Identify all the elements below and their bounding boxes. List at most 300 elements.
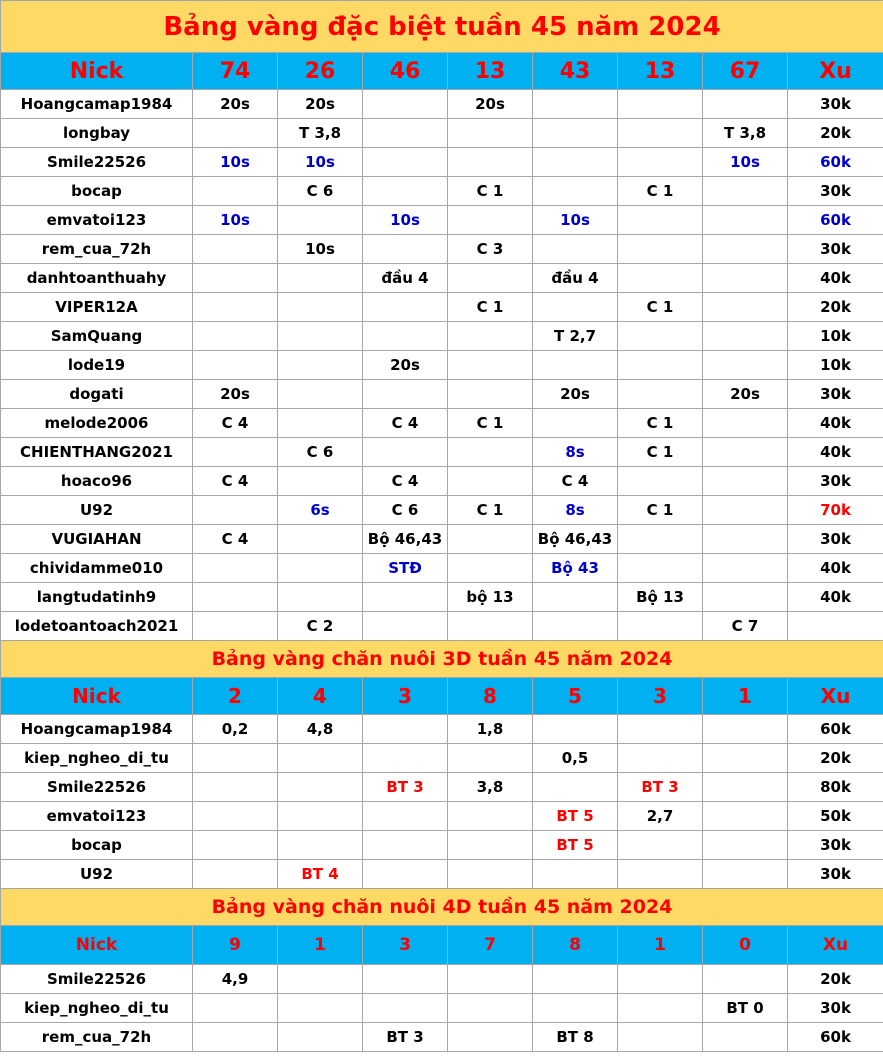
bet-cell xyxy=(193,322,278,351)
bet-cell xyxy=(618,612,703,641)
nick-cell: Smile22526 xyxy=(1,148,193,177)
bet-cell xyxy=(448,380,533,409)
bet-cell: 10s xyxy=(193,206,278,235)
header-number: 74 xyxy=(193,53,278,90)
bet-cell: 4,8 xyxy=(278,715,363,744)
bet-cell xyxy=(533,148,618,177)
nick-cell: Smile22526 xyxy=(1,965,193,994)
header-number: 1 xyxy=(703,678,788,715)
bet-cell xyxy=(703,773,788,802)
table-row xyxy=(1,322,883,351)
bet-cell xyxy=(193,554,278,583)
bet-cell: 20s xyxy=(533,380,618,409)
bet-cell xyxy=(703,554,788,583)
bet-cell: BT 5 xyxy=(533,831,618,860)
bet-cell: BT 0 xyxy=(703,994,788,1023)
bet-cell xyxy=(533,90,618,119)
bet-cell xyxy=(193,1023,278,1052)
xu-cell: 20k xyxy=(788,293,883,322)
bet-cell xyxy=(448,525,533,554)
bet-cell xyxy=(448,264,533,293)
bet-cell xyxy=(533,860,618,889)
nick-cell: emvatoi123 xyxy=(1,802,193,831)
xu-cell: 10k xyxy=(788,351,883,380)
nick-cell: lode19 xyxy=(1,351,193,380)
xu-cell: 30k xyxy=(788,380,883,409)
bet-cell xyxy=(278,380,363,409)
bet-cell xyxy=(448,831,533,860)
bet-cell: bộ 13 xyxy=(448,583,533,612)
bet-cell xyxy=(703,235,788,264)
xu-cell: 60k xyxy=(788,715,883,744)
nick-cell: rem_cua_72h xyxy=(1,235,193,264)
bet-cell xyxy=(278,525,363,554)
xu-cell: 70k xyxy=(788,496,883,525)
bet-cell xyxy=(703,322,788,351)
table-row xyxy=(1,1023,883,1052)
bet-cell: 2,7 xyxy=(618,802,703,831)
bet-cell: C 1 xyxy=(618,409,703,438)
bet-cell xyxy=(448,206,533,235)
bet-cell xyxy=(618,965,703,994)
bet-cell: C 2 xyxy=(278,612,363,641)
bet-cell xyxy=(703,177,788,206)
header-number: 9 xyxy=(193,926,278,965)
header-nick: Nick xyxy=(1,678,193,715)
bet-cell xyxy=(448,467,533,496)
xu-cell: 30k xyxy=(788,831,883,860)
bet-cell xyxy=(618,148,703,177)
bet-cell xyxy=(363,90,448,119)
nick-cell: Smile22526 xyxy=(1,773,193,802)
bet-cell xyxy=(618,831,703,860)
xu-cell: 60k xyxy=(788,1023,883,1052)
header-xu: Xu xyxy=(788,926,883,965)
table-row xyxy=(1,409,883,438)
xu-cell: 30k xyxy=(788,90,883,119)
bet-cell xyxy=(533,715,618,744)
nick-cell: hoaco96 xyxy=(1,467,193,496)
bet-cell xyxy=(533,177,618,206)
bet-cell: Bộ 46,43 xyxy=(363,525,448,554)
table-row xyxy=(1,380,883,409)
bet-cell xyxy=(193,438,278,467)
table-row xyxy=(1,802,883,831)
bet-cell: T 3,8 xyxy=(703,119,788,148)
header-row xyxy=(1,678,883,715)
bet-cell: 10s xyxy=(193,148,278,177)
header-number: 13 xyxy=(618,53,703,90)
table-row xyxy=(1,583,883,612)
nick-cell: melode2006 xyxy=(1,409,193,438)
bet-cell: C 1 xyxy=(448,409,533,438)
xu-cell: 30k xyxy=(788,525,883,554)
header-xu: Xu xyxy=(788,678,883,715)
bet-cell xyxy=(278,409,363,438)
header-number: 4 xyxy=(278,678,363,715)
bet-cell xyxy=(448,351,533,380)
bet-cell xyxy=(278,467,363,496)
bet-cell xyxy=(193,612,278,641)
bet-cell xyxy=(703,496,788,525)
table-row xyxy=(1,860,883,889)
xu-cell: 10k xyxy=(788,322,883,351)
table-row xyxy=(1,206,883,235)
bet-cell xyxy=(533,409,618,438)
bet-cell: C 3 xyxy=(448,235,533,264)
bet-cell: C 4 xyxy=(193,467,278,496)
header-number: 3 xyxy=(618,678,703,715)
bet-cell: 0,5 xyxy=(533,744,618,773)
table-row xyxy=(1,177,883,206)
bet-cell: C 6 xyxy=(363,496,448,525)
section-title: Bảng vàng chăn nuôi 3D tuần 45 năm 2024 xyxy=(1,641,883,678)
bet-cell: Bộ 13 xyxy=(618,583,703,612)
bet-cell: C 1 xyxy=(448,177,533,206)
table-row xyxy=(1,525,883,554)
bet-cell: C 4 xyxy=(193,525,278,554)
header-number: 43 xyxy=(533,53,618,90)
bet-cell: BT 3 xyxy=(363,1023,448,1052)
xu-cell: 20k xyxy=(788,744,883,773)
xu-cell: 30k xyxy=(788,467,883,496)
header-number: 5 xyxy=(533,678,618,715)
bet-cell xyxy=(533,293,618,322)
table-row xyxy=(1,965,883,994)
bet-cell xyxy=(533,583,618,612)
bet-cell xyxy=(533,773,618,802)
bet-cell xyxy=(618,264,703,293)
bet-cell xyxy=(703,583,788,612)
bet-cell xyxy=(278,351,363,380)
table-row xyxy=(1,264,883,293)
table-row xyxy=(1,119,883,148)
bet-cell xyxy=(363,148,448,177)
table-row xyxy=(1,90,883,119)
xu-cell: 40k xyxy=(788,264,883,293)
bet-cell xyxy=(278,994,363,1023)
bet-cell xyxy=(278,773,363,802)
bet-cell: C 4 xyxy=(533,467,618,496)
bet-cell: 8s xyxy=(533,496,618,525)
bet-cell xyxy=(363,119,448,148)
bet-cell xyxy=(448,1023,533,1052)
bet-cell xyxy=(363,744,448,773)
bet-cell: STĐ xyxy=(363,554,448,583)
nick-cell: bocap xyxy=(1,831,193,860)
nick-cell: rem_cua_72h xyxy=(1,1023,193,1052)
bet-cell: C 1 xyxy=(448,293,533,322)
bet-cell: 4,9 xyxy=(193,965,278,994)
bet-cell xyxy=(533,119,618,148)
bet-cell xyxy=(193,831,278,860)
bet-cell: Bộ 43 xyxy=(533,554,618,583)
bet-cell xyxy=(193,351,278,380)
nick-cell: longbay xyxy=(1,119,193,148)
bet-cell xyxy=(278,264,363,293)
bet-cell: C 1 xyxy=(618,293,703,322)
bet-cell xyxy=(618,994,703,1023)
bet-cell: C 7 xyxy=(703,612,788,641)
section-title-row xyxy=(1,1,883,53)
bet-cell: C 4 xyxy=(363,409,448,438)
bet-cell xyxy=(703,206,788,235)
header-nick: Nick xyxy=(1,926,193,965)
nick-cell: kiep_ngheo_di_tu xyxy=(1,744,193,773)
nick-cell: Hoangcamap1984 xyxy=(1,715,193,744)
bet-cell: 20s xyxy=(363,351,448,380)
bet-cell: BT 5 xyxy=(533,802,618,831)
bet-cell xyxy=(363,831,448,860)
nick-cell: VUGIAHAN xyxy=(1,525,193,554)
nick-cell: danhtoanthuahy xyxy=(1,264,193,293)
header-number: 7 xyxy=(448,926,533,965)
bet-cell xyxy=(703,965,788,994)
bet-cell xyxy=(193,994,278,1023)
nick-cell: CHIENTHANG2021 xyxy=(1,438,193,467)
bet-cell xyxy=(703,525,788,554)
header-number: 3 xyxy=(363,678,448,715)
bet-cell: 1,8 xyxy=(448,715,533,744)
bet-cell xyxy=(193,773,278,802)
bet-cell xyxy=(448,554,533,583)
bet-cell xyxy=(533,235,618,264)
bet-cell xyxy=(618,235,703,264)
header-number: 13 xyxy=(448,53,533,90)
header-number: 46 xyxy=(363,53,448,90)
nick-cell: U92 xyxy=(1,860,193,889)
bet-cell: 3,8 xyxy=(448,773,533,802)
bet-cell xyxy=(533,612,618,641)
bet-cell xyxy=(703,264,788,293)
bet-cell xyxy=(278,206,363,235)
bet-cell: BT 4 xyxy=(278,860,363,889)
bet-cell xyxy=(363,860,448,889)
header-xu: Xu xyxy=(788,53,883,90)
header-number: 1 xyxy=(278,926,363,965)
bet-cell: 8s xyxy=(533,438,618,467)
bet-cell xyxy=(193,264,278,293)
table-row xyxy=(1,438,883,467)
bet-cell xyxy=(193,744,278,773)
bet-cell xyxy=(363,802,448,831)
bet-cell xyxy=(618,322,703,351)
bet-cell xyxy=(703,293,788,322)
header-number: 3 xyxy=(363,926,448,965)
header-number: 8 xyxy=(533,926,618,965)
bet-cell xyxy=(703,351,788,380)
section-title-row xyxy=(1,641,883,678)
bet-cell xyxy=(618,525,703,554)
bet-cell xyxy=(703,715,788,744)
header-number: 26 xyxy=(278,53,363,90)
table-row xyxy=(1,612,883,641)
bet-cell xyxy=(448,965,533,994)
xu-cell: 30k xyxy=(788,994,883,1023)
table-row xyxy=(1,351,883,380)
bet-cell xyxy=(193,583,278,612)
bet-cell: BT 8 xyxy=(533,1023,618,1052)
bet-cell: 6s xyxy=(278,496,363,525)
bet-cell xyxy=(278,554,363,583)
bet-cell: đầu 4 xyxy=(533,264,618,293)
nick-cell: lodetoantoach2021 xyxy=(1,612,193,641)
section-title-row xyxy=(1,889,883,926)
bet-cell xyxy=(448,438,533,467)
bet-cell xyxy=(703,409,788,438)
bet-cell xyxy=(703,802,788,831)
bet-cell: 10s xyxy=(703,148,788,177)
table-row xyxy=(1,496,883,525)
bet-cell xyxy=(703,467,788,496)
table-row xyxy=(1,293,883,322)
bet-cell xyxy=(278,322,363,351)
nick-cell: langtudatinh9 xyxy=(1,583,193,612)
bet-cell: C 1 xyxy=(618,496,703,525)
section-title: Bảng vàng đặc biệt tuần 45 năm 2024 xyxy=(1,1,883,53)
bet-cell xyxy=(363,235,448,264)
bet-cell: C 1 xyxy=(448,496,533,525)
bet-cell xyxy=(448,322,533,351)
bet-cell xyxy=(618,715,703,744)
bet-cell: đầu 4 xyxy=(363,264,448,293)
bet-cell xyxy=(618,467,703,496)
bet-cell: 20s xyxy=(278,90,363,119)
bet-cell xyxy=(363,994,448,1023)
bet-cell: C 6 xyxy=(278,438,363,467)
table-row xyxy=(1,744,883,773)
bet-cell xyxy=(278,293,363,322)
bet-cell: 20s xyxy=(703,380,788,409)
bet-cell: C 1 xyxy=(618,438,703,467)
bet-cell xyxy=(363,380,448,409)
header-row xyxy=(1,926,883,965)
bet-cell xyxy=(278,831,363,860)
xu-cell: 60k xyxy=(788,206,883,235)
bet-cell: 10s xyxy=(278,148,363,177)
bet-cell: C 4 xyxy=(363,467,448,496)
bet-cell xyxy=(448,860,533,889)
bet-cell: 10s xyxy=(278,235,363,264)
xu-cell: 20k xyxy=(788,965,883,994)
xu-cell: 40k xyxy=(788,409,883,438)
bet-cell: T 3,8 xyxy=(278,119,363,148)
nick-cell: U92 xyxy=(1,496,193,525)
bet-cell xyxy=(363,177,448,206)
bet-cell xyxy=(448,802,533,831)
xu-cell: 50k xyxy=(788,802,883,831)
bet-cell xyxy=(363,322,448,351)
bet-cell xyxy=(278,802,363,831)
bet-cell: 0,2 xyxy=(193,715,278,744)
bet-cell xyxy=(703,831,788,860)
xu-cell: 40k xyxy=(788,554,883,583)
bet-cell xyxy=(703,1023,788,1052)
header-number: 1 xyxy=(618,926,703,965)
bet-cell: 20s xyxy=(448,90,533,119)
bet-cell xyxy=(618,554,703,583)
bet-cell xyxy=(618,90,703,119)
table-row xyxy=(1,467,883,496)
nick-cell: kiep_ngheo_di_tu xyxy=(1,994,193,1023)
header-number: 67 xyxy=(703,53,788,90)
bet-cell xyxy=(618,380,703,409)
bet-cell xyxy=(363,438,448,467)
bet-cell: C 1 xyxy=(618,177,703,206)
bet-cell xyxy=(618,206,703,235)
table-row xyxy=(1,994,883,1023)
bet-cell xyxy=(363,612,448,641)
nick-cell: bocap xyxy=(1,177,193,206)
table-row xyxy=(1,715,883,744)
bet-cell xyxy=(193,860,278,889)
bet-cell: 10s xyxy=(533,206,618,235)
bet-cell xyxy=(448,994,533,1023)
nick-cell: chividamme010 xyxy=(1,554,193,583)
bet-cell xyxy=(618,860,703,889)
bet-cell xyxy=(363,715,448,744)
bet-cell xyxy=(193,177,278,206)
bet-cell xyxy=(363,583,448,612)
bet-cell xyxy=(278,965,363,994)
bet-cell xyxy=(618,744,703,773)
xu-cell: 30k xyxy=(788,177,883,206)
bet-cell xyxy=(193,802,278,831)
header-number: 0 xyxy=(703,926,788,965)
bet-cell: C 4 xyxy=(193,409,278,438)
table-row xyxy=(1,148,883,177)
bet-cell xyxy=(533,965,618,994)
header-number: 8 xyxy=(448,678,533,715)
bet-cell xyxy=(448,148,533,177)
nick-cell: dogati xyxy=(1,380,193,409)
xu-cell: 40k xyxy=(788,438,883,467)
bet-cell xyxy=(448,119,533,148)
xu-cell: 20k xyxy=(788,119,883,148)
nick-cell: emvatoi123 xyxy=(1,206,193,235)
nick-cell: SamQuang xyxy=(1,322,193,351)
header-row xyxy=(1,53,883,90)
xu-cell: 40k xyxy=(788,583,883,612)
bet-cell xyxy=(193,496,278,525)
bet-cell: 20s xyxy=(193,380,278,409)
bet-cell xyxy=(703,860,788,889)
bet-cell xyxy=(703,744,788,773)
bet-cell xyxy=(533,351,618,380)
bet-cell xyxy=(703,90,788,119)
bet-cell xyxy=(363,965,448,994)
bet-cell xyxy=(618,119,703,148)
nick-cell: Hoangcamap1984 xyxy=(1,90,193,119)
table-row xyxy=(1,235,883,264)
table-body xyxy=(1,1,883,1052)
bet-cell xyxy=(448,612,533,641)
bet-cell: T 2,7 xyxy=(533,322,618,351)
bet-cell xyxy=(278,1023,363,1052)
bet-cell: Bộ 46,43 xyxy=(533,525,618,554)
xu-cell: 80k xyxy=(788,773,883,802)
table-row xyxy=(1,554,883,583)
bet-cell xyxy=(193,235,278,264)
bet-cell xyxy=(448,744,533,773)
bet-cell xyxy=(278,744,363,773)
section-title: Bảng vàng chăn nuôi 4D tuần 45 năm 2024 xyxy=(1,889,883,926)
xu-cell: 30k xyxy=(788,235,883,264)
bet-cell xyxy=(618,351,703,380)
table-row xyxy=(1,773,883,802)
bet-cell: BT 3 xyxy=(363,773,448,802)
header-nick: Nick xyxy=(1,53,193,90)
